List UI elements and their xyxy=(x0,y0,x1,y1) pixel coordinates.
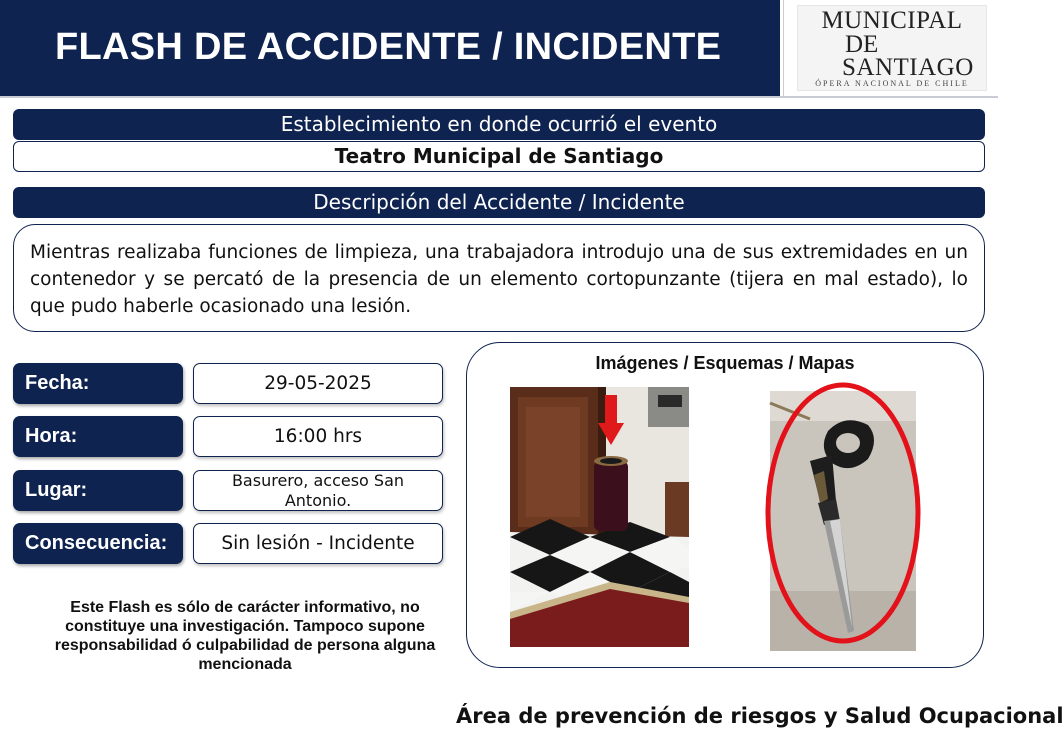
time-label: Hora: xyxy=(13,416,183,457)
place-label: Lugar: xyxy=(13,470,183,511)
consequence-label: Consecuencia: xyxy=(13,523,183,564)
place-value: Basurero, acceso San Antonio. xyxy=(193,470,443,511)
date-label: Fecha: xyxy=(13,363,183,404)
description-text: Mientras realizaba funciones de limpieza, una trabajadora introdujo una de sus extremidades en un contenedor y se percató de la presencia de un elemento cortopunzante (tijera en mal estado), lo que pudo haberle ocasionado una lesión. xyxy=(13,224,985,332)
description-label-bar: Descripción del Accidente / Incidente xyxy=(13,187,985,218)
images-title: Imágenes / Esquemas / Mapas xyxy=(595,353,855,373)
logo-line-de: DE xyxy=(845,31,879,58)
header-banner xyxy=(0,0,780,96)
logo-line-opera: ÓPERA NACIONAL DE CHILE xyxy=(815,79,969,88)
establishment-value: Teatro Municipal de Santiago xyxy=(13,141,985,172)
header-divider xyxy=(0,96,998,98)
time-value: 16:00 hrs xyxy=(193,416,443,457)
establishment-label-bar: Establecimiento en donde ocurrió el evento xyxy=(13,109,985,140)
page-title: FLASH DE ACCIDENTE / INCIDENTE xyxy=(55,26,722,68)
logo-line-santiago: SANTIAGO xyxy=(842,54,974,81)
disclaimer-text: Este Flash es sólo de carácter informativo, no constituye una investigación. Tampoco supone responsabilidad ó culpabilidad de persona alguna mencionada xyxy=(54,599,436,673)
trash-bin-photo xyxy=(510,387,689,647)
date-value: 29-05-2025 xyxy=(193,363,443,404)
municipal-logo xyxy=(797,5,987,91)
logo-line-municipal: MUNICIPAL xyxy=(821,7,963,34)
consequence-value: Sin lesión - Incidente xyxy=(193,523,443,564)
footer-department: Área de prevención de riesgos y Salud Ocupacional xyxy=(456,704,1064,728)
scissors-photo xyxy=(770,391,916,651)
